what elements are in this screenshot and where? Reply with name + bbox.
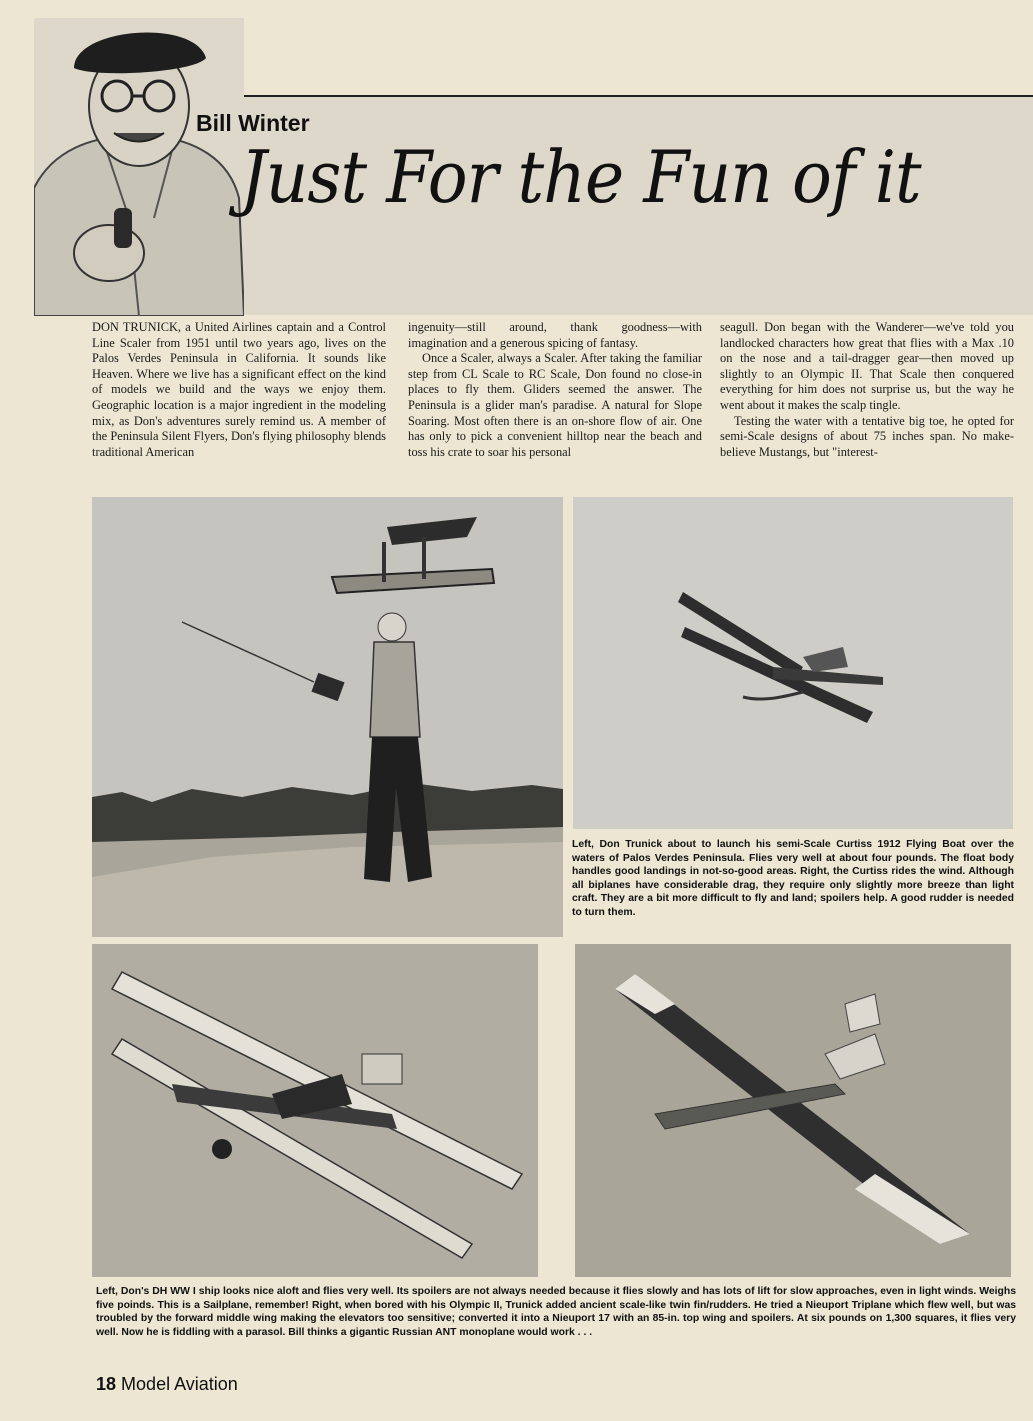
article-column-1	[92, 320, 386, 488]
column-3-text-b: Testing the water with a tentative big toe, he opted for semi-Scale designs of about 75 inches span. No make-believe Mustangs, but "interest-	[720, 413, 1014, 459]
column-2-text-b: Once a Scaler, always a Scaler. After taking the familiar step from CL Scale to RC Scale, Don found no close-in places to fly them. Gliders seemed the answer. The Peninsula is a glider man's paradise. A natural for Slope Soaring. Most often there is an on-shore flow of air. One has only to pick a convenient hilltop near the beach and toss his crate to soar his personal	[408, 351, 702, 459]
page-footer	[96, 1374, 238, 1395]
photo-curtiss-in-flight	[573, 497, 1013, 829]
column-2-text-a: ingenuity—still around, thank goodness—with imagination and a generous spicing of fantasy.	[408, 320, 702, 350]
photo-nieuport-17-sailplane	[575, 944, 1011, 1277]
caption-bottom: Left, Don's DH WW I ship looks nice aloft and flies very well. Its spoilers are not always needed because it flies slowly and has lots of lift for slow approaches, even in light winds. Weighs five poinds. This is a Sailplane, remember! Right, when bored with his Olympic II, Trunick added ancient scale-like twin fin/rudders. He tried a Nieuport Triplane which flew well, but was troubled by the forward middle wing making the elevators too sensitive; converted it into a Nieuport 17 with an 85-in. top wing and spoilers. At six pounds on 1,300 squares, it flies very well. Now he is fiddling with a parasol. Bill thinks a gigantic Russian ANT monoplane would work . . .	[96, 1286, 1016, 1338]
author-byline: Bill Winter	[196, 110, 310, 136]
article-column-2	[408, 320, 702, 488]
page-title: Just For the Fun of it	[240, 135, 921, 219]
page-number: 18	[96, 1374, 117, 1394]
column-3-text-a: seagull. Don began with the Wanderer—we've told you landlocked characters how great that flies with a Max .10 on the nose and a tail-dragger gear—then moved up slightly to an Olympic II. That Scale then conquered everything for him does not surprise us, but the way he went about it makes the scalp tingle.	[720, 320, 1014, 412]
article-column-3	[720, 320, 1014, 488]
photo-dh-ww1-biplane	[92, 944, 538, 1277]
author-portrait-photo	[34, 18, 244, 316]
photo-launching-curtiss-flying-boat	[92, 497, 563, 937]
column-1-text: DON TRUNICK, a United Airlines captain and a Control Line Scaler from 1951 until two years ago, lives on the Palos Verdes Peninsula in California. It sounds like Heaven. Where we live has a significant effect on the kind of models we build and the ways we enjoy them. Geographic location is a major ingredient in the modeling mix, as Don's adventures surely remind us. A member of the Peninsula Silent Flyers, Don's flying philosophy blends traditional American	[92, 320, 386, 459]
caption-top: Left, Don Trunick about to launch his semi-Scale Curtiss 1912 Flying Boat over the waters of Palos Verdes Peninsula. Flies very well at about four pounds. The float body handles good landings in not-so-good areas. Right, the Curtiss rides the wind. Although all biplanes have considerable drag, they require only slightly more breeze than light craft. They are a bit more difficult to fly and land; spoilers help. A good rudder is needed to turn them.	[572, 839, 1014, 918]
magazine-name: Model Aviation	[121, 1374, 238, 1394]
